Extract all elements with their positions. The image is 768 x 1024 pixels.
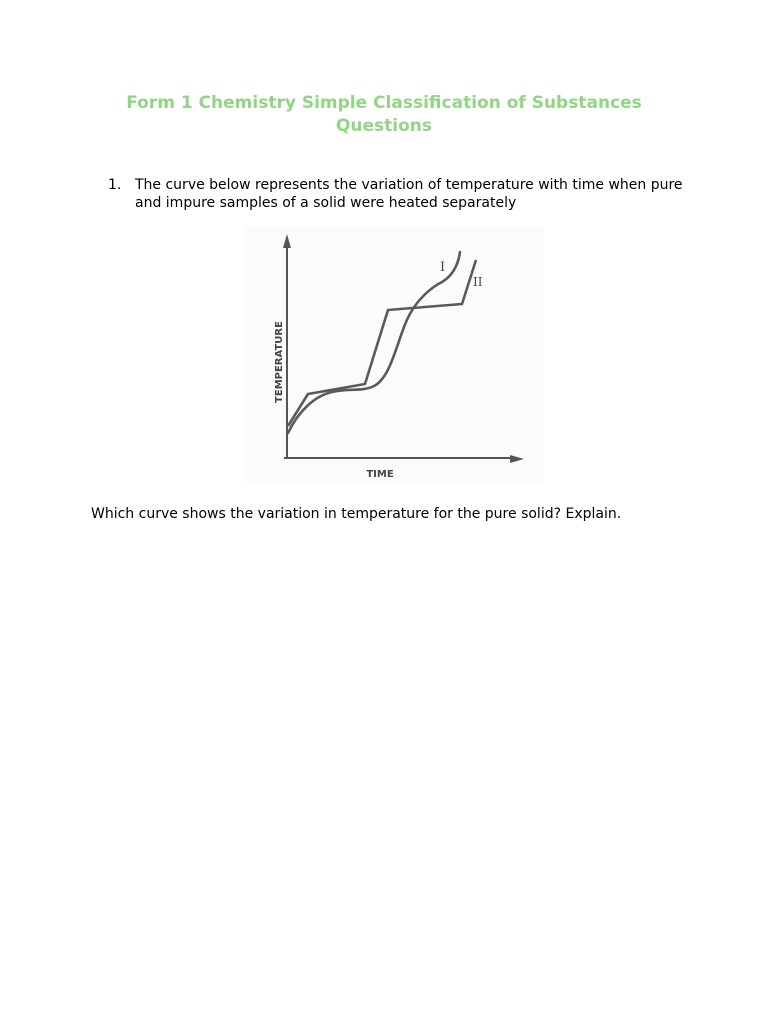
x-axis-arrowhead (510, 455, 524, 463)
curve-II-line (288, 260, 476, 426)
question-text: The curve below represents the variation of temperature with time when pure and impure samples of a solid were heated separately (135, 177, 683, 211)
question-item (108, 176, 698, 212)
y-axis-arrowhead (283, 234, 291, 248)
curve-I-line (288, 252, 460, 433)
question-list (108, 176, 698, 212)
question-number: 1. (108, 177, 122, 193)
page-title: Form 1 Chemistry Simple Classification of Substances Questions (126, 93, 642, 136)
x-axis-label: TIME (366, 469, 394, 480)
y-axis-label: TEMPERATURE (274, 321, 285, 403)
curve-II-label: II (473, 275, 483, 289)
question-prompt: Which curve shows the variation in temperature for the pure solid? Explain. (91, 506, 622, 522)
heating-curve-graph (244, 226, 544, 482)
heating-curve-figure (244, 226, 544, 482)
curve-I-label: I (440, 260, 446, 275)
